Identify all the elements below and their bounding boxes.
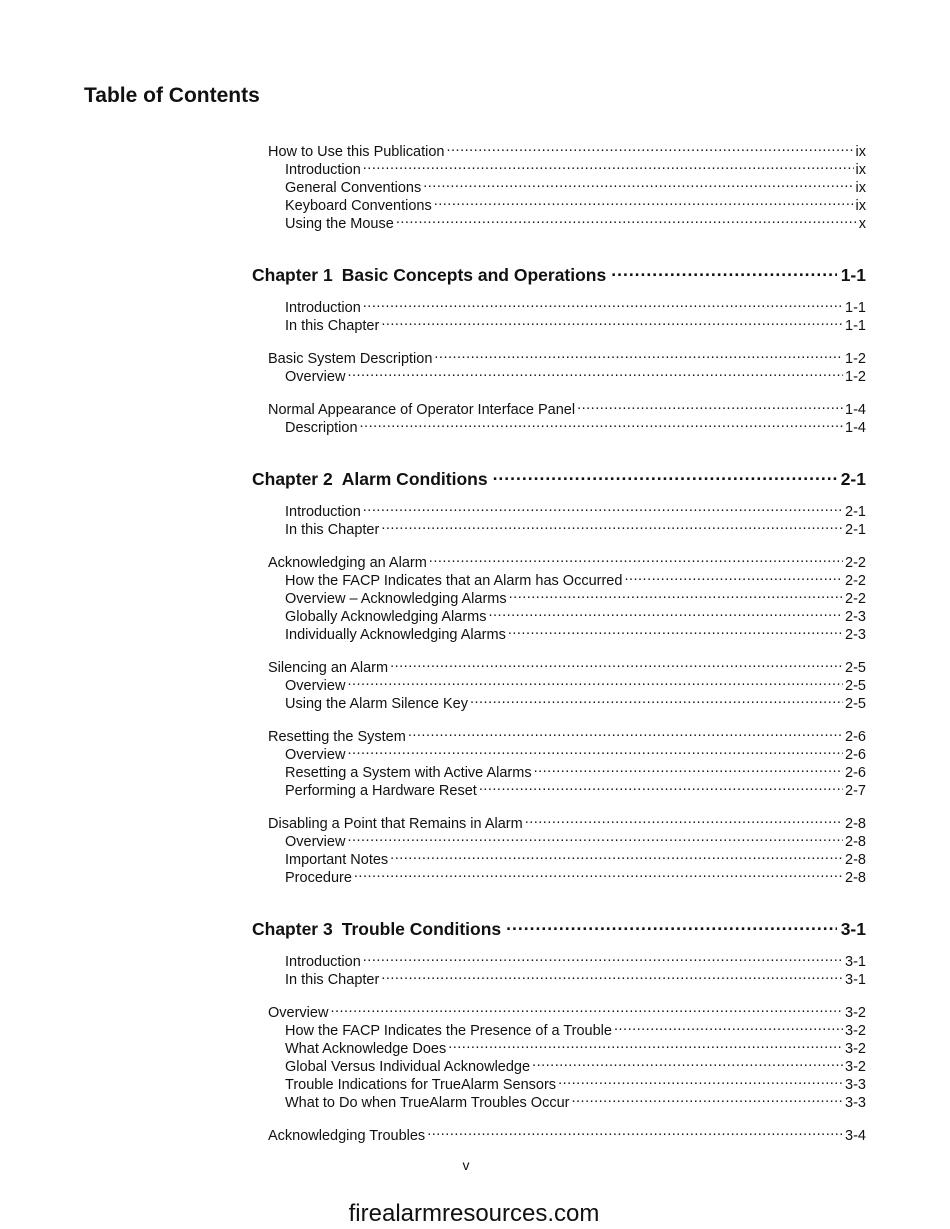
dot-leader: [381, 966, 843, 984]
dot-leader: [363, 156, 854, 174]
toc-entry-page: 2-3: [845, 609, 866, 625]
toc-section-entry[interactable]: [252, 810, 866, 832]
dot-leader: [347, 363, 843, 381]
dot-leader: [508, 621, 843, 639]
toc-entry-title: Normal Appearance of Operator Interface Panel: [268, 402, 576, 418]
chapter-number: Chapter 1: [252, 265, 333, 285]
toc-entry-title: What to Do when TrueAlarm Troubles Occur: [285, 1095, 570, 1111]
toc-entry-page: 3-2: [845, 1005, 866, 1021]
toc-entry-page: 3-2: [845, 1023, 866, 1039]
toc-section-group: [252, 948, 866, 988]
dot-leader: [611, 259, 836, 281]
dot-leader: [447, 138, 854, 156]
dot-leader: [347, 672, 843, 690]
chapter-title: Trouble Conditions: [341, 919, 502, 939]
dot-leader: [423, 174, 853, 192]
dot-leader: [408, 723, 843, 741]
dot-leader: [470, 690, 843, 708]
toc-entry-page: 3-1: [845, 972, 866, 988]
toc-chapter-heading[interactable]: [252, 463, 866, 489]
dot-leader: [624, 567, 843, 585]
dot-leader: [434, 345, 843, 363]
dot-leader: [558, 1071, 843, 1089]
toc-entry-title: Procedure: [285, 870, 352, 886]
toc-entry-title: Resetting the System: [268, 729, 406, 745]
toc-entry-title: Silencing an Alarm: [268, 660, 389, 676]
toc-section-group: [252, 294, 866, 334]
toc-entry-page: 2-1: [845, 504, 866, 520]
toc-entry-title: Using the Alarm Silence Key: [285, 696, 468, 712]
toc-entry-title: How the FACP Indicates the Presence of a Trouble: [285, 1023, 612, 1039]
toc-entry-page: 2-2: [845, 591, 866, 607]
toc-entry-title: Trouble Indications for TrueAlarm Sensors: [285, 1077, 557, 1093]
toc-entry-title: Overview: [285, 369, 346, 385]
toc-entry-page: 3-2: [845, 1059, 866, 1075]
dot-leader: [506, 913, 837, 935]
dot-leader: [363, 294, 843, 312]
toc-section-entry[interactable]: [252, 345, 866, 367]
dot-leader: [396, 210, 857, 228]
toc-entry-page: 2-5: [845, 660, 866, 676]
dot-leader: [429, 549, 843, 567]
dot-leader: [330, 999, 843, 1017]
toc-chapter-heading[interactable]: [252, 259, 866, 285]
toc-section-entry[interactable]: [252, 723, 866, 745]
toc-section-group: [252, 396, 866, 436]
chapter-page: 1-1: [840, 265, 866, 285]
toc-entry-title: Overview – Acknowledging Alarms: [285, 591, 507, 607]
toc-entry-page: 1-4: [845, 420, 866, 436]
toc-entry-page: 1-4: [845, 402, 866, 418]
toc-entry-title: Important Notes: [285, 852, 389, 868]
toc-front-matter: [252, 138, 866, 232]
toc-entry-page: 2-8: [845, 816, 866, 832]
dot-leader: [434, 192, 854, 210]
toc-entry-title: Basic System Description: [268, 351, 433, 367]
toc-entry-title: What Acknowledge Does: [285, 1041, 447, 1057]
toc-entry-page: ix: [855, 162, 866, 178]
dot-leader: [390, 846, 843, 864]
toc-entry-title: In this Chapter: [285, 318, 380, 334]
chapter-page: 2-1: [840, 469, 866, 489]
toc-section-group: [252, 654, 866, 712]
table-of-contents: [252, 138, 866, 1144]
toc-entry-title: Description: [285, 420, 358, 436]
toc-entry-title: Overview: [285, 747, 346, 763]
toc-entry-title: Performing a Hardware Reset: [285, 783, 477, 799]
dot-leader: [363, 498, 843, 516]
watermark-url: firealarmresources.com: [348, 1200, 600, 1227]
toc-entry-title: Introduction: [285, 954, 361, 970]
dot-leader: [347, 741, 843, 759]
toc-section-entry[interactable]: [252, 654, 866, 676]
dot-leader: [363, 948, 843, 966]
dot-leader: [381, 516, 843, 534]
toc-entry-page: 2-6: [845, 765, 866, 781]
toc-entry-title: Introduction: [285, 300, 361, 316]
toc-entry-page: 1-2: [845, 351, 866, 367]
toc-section-group: [252, 723, 866, 799]
dot-leader: [493, 463, 837, 485]
dot-leader: [390, 654, 843, 672]
dot-leader: [525, 810, 843, 828]
toc-entry-title: Overview: [268, 1005, 329, 1021]
toc-section-entry[interactable]: [252, 1122, 866, 1144]
toc-entry-title: Using the Mouse: [285, 216, 394, 232]
dot-leader: [427, 1122, 843, 1140]
dot-leader: [534, 759, 843, 777]
toc-section-entry[interactable]: [252, 999, 866, 1021]
toc-section-entry[interactable]: [252, 138, 866, 160]
toc-section-entry[interactable]: [252, 549, 866, 571]
toc-subsection-entry[interactable]: [252, 498, 866, 520]
toc-entry-title: In this Chapter: [285, 522, 380, 538]
toc-entry-page: 2-8: [845, 870, 866, 886]
toc-entry-page: ix: [855, 144, 866, 160]
dot-leader: [360, 414, 844, 432]
toc-section-group: [252, 999, 866, 1111]
toc-entry-page: ix: [855, 180, 866, 196]
toc-entry-title: Keyboard Conventions: [285, 198, 432, 214]
toc-subsection-entry[interactable]: [252, 1017, 866, 1039]
chapter-title: Basic Concepts and Operations: [341, 265, 607, 285]
toc-entry-title: General Conventions: [285, 180, 422, 196]
toc-entry-page: 3-3: [845, 1077, 866, 1093]
toc-entry-page: 3-4: [845, 1128, 866, 1144]
dot-leader: [489, 603, 844, 621]
toc-entry-title: Overview: [285, 678, 346, 694]
chapter-number: Chapter 2: [252, 469, 333, 489]
dot-leader: [571, 1089, 843, 1107]
toc-section-group: [252, 810, 866, 886]
page-title: Table of Contents: [84, 84, 260, 107]
toc-entry-page: 3-1: [845, 954, 866, 970]
dot-leader: [614, 1017, 843, 1035]
dot-leader: [381, 312, 843, 330]
toc-entry-title: Global Versus Individual Acknowledge: [285, 1059, 531, 1075]
toc-entry-page: 2-2: [845, 555, 866, 571]
toc-entry-title: Globally Acknowledging Alarms: [285, 609, 487, 625]
dot-leader: [354, 864, 843, 882]
toc-entry-page: 2-8: [845, 852, 866, 868]
dot-leader: [448, 1035, 843, 1053]
dot-leader: [577, 396, 843, 414]
toc-entry-title: Resetting a System with Active Alarms: [285, 765, 532, 781]
toc-entry-page: 2-1: [845, 522, 866, 538]
toc-entry-page: 1-2: [845, 369, 866, 385]
toc-subsection-entry[interactable]: [252, 294, 866, 316]
toc-entry-title: Acknowledging Troubles: [268, 1128, 426, 1144]
toc-section-group: [252, 498, 866, 538]
toc-entry-page: x: [858, 216, 866, 232]
toc-section-entry[interactable]: [252, 396, 866, 418]
toc-entry-page: 2-6: [845, 747, 866, 763]
toc-entry-page: 2-8: [845, 834, 866, 850]
toc-entry-title: Overview: [285, 834, 346, 850]
toc-entry-title: Acknowledging an Alarm: [268, 555, 427, 571]
toc-entry-title: Introduction: [285, 162, 361, 178]
toc-entry-page: ix: [855, 198, 866, 214]
toc-entry-title: How to Use this Publication: [268, 144, 445, 160]
toc-entry-page: 2-7: [845, 783, 866, 799]
toc-entry-title: In this Chapter: [285, 972, 380, 988]
toc-entry-title: Disabling a Point that Remains in Alarm: [268, 816, 523, 832]
dot-leader: [479, 777, 843, 795]
toc-entry-page: 2-6: [845, 729, 866, 745]
chapter-number: Chapter 3: [252, 919, 333, 939]
toc-entry-page: 2-5: [845, 696, 866, 712]
toc-entry-page: 1-1: [845, 300, 866, 316]
toc-entry-page: 2-5: [845, 678, 866, 694]
toc-section-group: [252, 1122, 866, 1144]
toc-entry-title: How the FACP Indicates that an Alarm has Occurred: [285, 573, 623, 589]
toc-entry-page: 2-3: [845, 627, 866, 643]
chapter-page: 3-1: [840, 919, 866, 939]
toc-entry-page: 2-2: [845, 573, 866, 589]
dot-leader: [347, 828, 843, 846]
dot-leader: [532, 1053, 843, 1071]
chapter-title: Alarm Conditions: [341, 469, 488, 489]
toc-entry-title: Individually Acknowledging Alarms: [285, 627, 506, 643]
toc-entry-page: 3-3: [845, 1095, 866, 1111]
page-number: v: [462, 1157, 470, 1173]
toc-section-group: [252, 549, 866, 643]
toc-section-group: [252, 345, 866, 385]
toc-chapter-heading[interactable]: [252, 913, 866, 939]
toc-entry-page: 3-2: [845, 1041, 866, 1057]
toc-entry-title: Introduction: [285, 504, 361, 520]
toc-entry-page: 1-1: [845, 318, 866, 334]
toc-subsection-entry[interactable]: [252, 948, 866, 970]
dot-leader: [509, 585, 843, 603]
